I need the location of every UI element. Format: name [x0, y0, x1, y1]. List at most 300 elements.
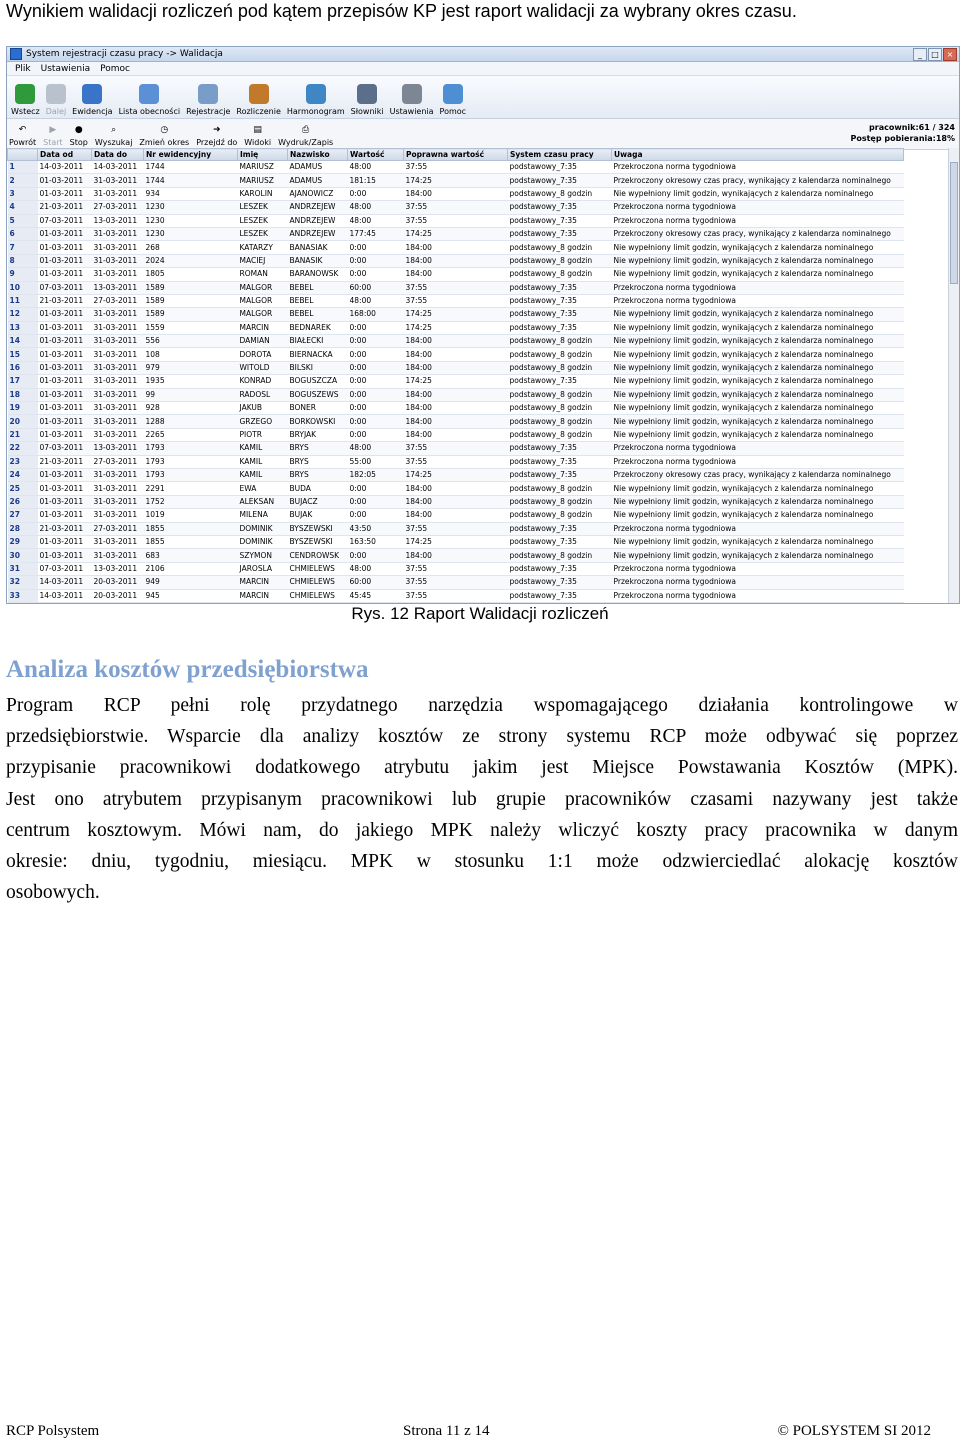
row-number: 29: [8, 535, 38, 548]
row-number: 3: [8, 187, 38, 200]
table-cell: 01-03-2011: [38, 308, 92, 321]
table-cell: MILENA: [238, 509, 288, 522]
secondary-button-label: Zmień okres: [139, 138, 190, 147]
table-row[interactable]: [8, 174, 904, 187]
table-row[interactable]: [8, 187, 904, 200]
table-cell: 1288: [144, 415, 238, 428]
table-row[interactable]: [8, 402, 904, 415]
table-cell: MALGOR: [238, 308, 288, 321]
table-cell: 37:55: [404, 442, 508, 455]
main-toolbar: [7, 76, 959, 119]
secondary-button-views[interactable]: [244, 124, 271, 149]
table-cell: 01-03-2011: [38, 402, 92, 415]
toolbar-button-forward-arrow[interactable]: [46, 84, 66, 118]
column-header[interactable]: [8, 149, 38, 161]
table-cell: MARCIN: [238, 589, 288, 602]
scrollbar-thumb[interactable]: [950, 162, 958, 284]
table-cell: 01-03-2011: [38, 187, 92, 200]
table-cell: podstawowy_8 godzin: [508, 335, 612, 348]
table-cell: 184:00: [404, 348, 508, 361]
paragraph-line: osobowych.: [6, 882, 100, 904]
table-cell: Przekroczona norma tygodniowa: [612, 281, 904, 294]
table-cell: 0:00: [348, 388, 404, 401]
table-cell: 1855: [144, 535, 238, 548]
row-number: 6: [8, 227, 38, 240]
table-cell: 1589: [144, 281, 238, 294]
table-row[interactable]: [8, 308, 904, 321]
table-cell: 37:55: [404, 589, 508, 602]
row-number: 13: [8, 321, 38, 334]
table-row[interactable]: [8, 214, 904, 227]
table-cell: LESZEK: [238, 201, 288, 214]
table-cell: 14-03-2011: [92, 161, 144, 174]
table-cell: 01-03-2011: [38, 361, 92, 374]
table-cell: 37:55: [404, 576, 508, 589]
toolbar-button-label: Pomoc: [439, 107, 467, 116]
validation-window: [6, 46, 960, 604]
table-cell: KONRAD: [238, 375, 288, 388]
table-cell: 31-03-2011: [92, 468, 144, 481]
search-icon: ⌕: [111, 125, 117, 135]
table-row[interactable]: [8, 455, 904, 468]
toolbar-button-settings-tools[interactable]: [390, 84, 434, 118]
table-row[interactable]: [8, 509, 904, 522]
table-cell: BRYS: [288, 442, 348, 455]
table-cell: podstawowy_7:35: [508, 321, 612, 334]
table-cell: Przekroczona norma tygodniowa: [612, 576, 904, 589]
table-cell: Przekroczona norma tygodniowa: [612, 442, 904, 455]
table-row[interactable]: [8, 348, 904, 361]
table-cell: JAROSLA: [238, 562, 288, 575]
table-cell: 0:00: [348, 428, 404, 441]
table-row[interactable]: [8, 294, 904, 307]
table-cell: 31-03-2011: [92, 335, 144, 348]
window-controls: [913, 48, 957, 61]
footer-left: RCP Polsystem: [6, 1423, 100, 1439]
secondary-button-label: Powrót: [9, 138, 37, 147]
table-cell: podstawowy_8 godzin: [508, 549, 612, 562]
forward-arrow-icon: [46, 84, 66, 104]
table-row[interactable]: [8, 522, 904, 535]
table-cell: AJANOWICZ: [288, 187, 348, 200]
table-cell: 0:00: [348, 335, 404, 348]
table-row[interactable]: [8, 495, 904, 508]
table-cell: 31-03-2011: [92, 388, 144, 401]
table-row[interactable]: [8, 428, 904, 441]
table-cell: DOMINIK: [238, 522, 288, 535]
table-cell: 31-03-2011: [92, 348, 144, 361]
row-number: 11: [8, 294, 38, 307]
table-cell: Nie wypełniony limit godzin, wynikających z kalendarza nominalnego: [612, 415, 904, 428]
table-row[interactable]: [8, 562, 904, 575]
table-cell: Przekroczona norma tygodniowa: [612, 214, 904, 227]
minimize-button[interactable]: _: [913, 48, 927, 61]
row-number: 22: [8, 442, 38, 455]
row-number: 21: [8, 428, 38, 441]
table-cell: BYSZEWSKI: [288, 522, 348, 535]
table-cell: 31-03-2011: [92, 254, 144, 267]
table-cell: 1019: [144, 509, 238, 522]
table-cell: Przekroczona norma tygodniowa: [612, 201, 904, 214]
table-cell: 184:00: [404, 187, 508, 200]
toolbar-button-label: Słowniki: [350, 107, 384, 116]
table-cell: MALGOR: [238, 294, 288, 307]
table-cell: BOGUSZCZA: [288, 375, 348, 388]
table-row[interactable]: [8, 254, 904, 267]
table-cell: 60:00: [348, 281, 404, 294]
table-cell: 1744: [144, 174, 238, 187]
table-cell: LESZEK: [238, 227, 288, 240]
table-cell: 184:00: [404, 549, 508, 562]
table-cell: 174:25: [404, 321, 508, 334]
table-cell: 01-03-2011: [38, 495, 92, 508]
table-cell: CHMIELEWS: [288, 589, 348, 602]
print-save-icon: ⎙: [302, 125, 310, 135]
table-cell: 174:25: [404, 468, 508, 481]
table-cell: podstawowy_8 godzin: [508, 388, 612, 401]
table-cell: 1805: [144, 268, 238, 281]
help-icon: [443, 84, 463, 104]
table-row[interactable]: [8, 549, 904, 562]
table-cell: LESZEK: [238, 214, 288, 227]
table-cell: WITOLD: [238, 361, 288, 374]
table-cell: 31-03-2011: [92, 241, 144, 254]
secondary-button-stop[interactable]: [70, 124, 88, 149]
table-cell: Nie wypełniony limit godzin, wynikających z kalendarza nominalnego: [612, 402, 904, 415]
table-cell: 01-03-2011: [38, 549, 92, 562]
table-cell: 13-03-2011: [92, 214, 144, 227]
table-cell: MARIUSZ: [238, 161, 288, 174]
column-header[interactable]: Nazwisko: [288, 149, 348, 161]
toolbar-button-dictionaries[interactable]: [351, 84, 384, 118]
section-paragraph: [6, 690, 958, 908]
table-cell: 60:00: [348, 576, 404, 589]
table-cell: 37:55: [404, 201, 508, 214]
maximize-button[interactable]: □: [928, 48, 942, 61]
table-cell: 0:00: [348, 482, 404, 495]
table-row[interactable]: [8, 415, 904, 428]
paragraph-line: przedsiębiorstwie. Wsparcie dla analizy kosztów ze strony systemu RCP może odbywać się poprzez: [6, 726, 958, 748]
table-cell: 31-03-2011: [92, 549, 144, 562]
start-icon: ▶: [49, 125, 57, 135]
table-cell: 0:00: [348, 348, 404, 361]
table-cell: 48:00: [348, 201, 404, 214]
table-cell: 31-03-2011: [92, 308, 144, 321]
column-header[interactable]: Uwaga: [612, 149, 904, 161]
table-cell: 0:00: [348, 415, 404, 428]
table-row[interactable]: [8, 281, 904, 294]
row-number: 25: [8, 482, 38, 495]
table-cell: 07-03-2011: [38, 214, 92, 227]
table-cell: BEDNAREK: [288, 321, 348, 334]
table-cell: podstawowy_7:35: [508, 174, 612, 187]
close-button[interactable]: ×: [943, 48, 957, 61]
footer-copyright: © POLSYSTEM SI 2012: [777, 1423, 931, 1439]
row-number: 32: [8, 576, 38, 589]
table-cell: podstawowy_8 godzin: [508, 348, 612, 361]
table-cell: Przekroczona norma tygodniowa: [612, 161, 904, 174]
table-cell: 07-03-2011: [38, 281, 92, 294]
column-header[interactable]: Data do: [92, 149, 144, 161]
secondary-button-print-save[interactable]: [278, 124, 333, 149]
table-cell: BEBEL: [288, 281, 348, 294]
column-header[interactable]: Nr ewidencyjny: [144, 149, 238, 161]
row-number: 23: [8, 455, 38, 468]
table-row[interactable]: [8, 589, 904, 602]
table-cell: 31-03-2011: [92, 482, 144, 495]
table-cell: 163:50: [348, 535, 404, 548]
row-number: 9: [8, 268, 38, 281]
table-cell: 13-03-2011: [92, 442, 144, 455]
toolbar-button-label: Ustawienia: [389, 107, 434, 116]
table-cell: 1793: [144, 468, 238, 481]
table-cell: 31-03-2011: [92, 361, 144, 374]
toolbar-button-settlement[interactable]: [236, 84, 280, 118]
toolbar-button-schedule[interactable]: [287, 84, 345, 118]
table-cell: 27-03-2011: [92, 455, 144, 468]
table-cell: 174:25: [404, 174, 508, 187]
row-number: 8: [8, 254, 38, 267]
table-row[interactable]: [8, 482, 904, 495]
table-cell: SZYMON: [238, 549, 288, 562]
table-cell: 31-03-2011: [92, 509, 144, 522]
table-cell: Nie wypełniony limit godzin, wynikających z kalendarza nominalnego: [612, 308, 904, 321]
table-cell: 1855: [144, 522, 238, 535]
table-cell: 0:00: [348, 361, 404, 374]
table-row[interactable]: [8, 201, 904, 214]
column-header[interactable]: System czasu pracy: [508, 149, 612, 161]
table-cell: 184:00: [404, 402, 508, 415]
secondary-button-go-to[interactable]: [196, 124, 237, 149]
status-panel: [850, 122, 955, 144]
secondary-button-change-period[interactable]: [139, 124, 189, 149]
table-cell: Przekroczony okresowy czas pracy, wynikający z kalendarza nominalnego: [612, 468, 904, 481]
table-cell: 43:50: [348, 522, 404, 535]
table-cell: 21-03-2011: [38, 522, 92, 535]
table-cell: 48:00: [348, 214, 404, 227]
table-cell: Przekroczona norma tygodniowa: [612, 522, 904, 535]
vertical-scrollbar[interactable]: [948, 148, 959, 603]
table-cell: 31-03-2011: [92, 415, 144, 428]
table-cell: podstawowy_8 godzin: [508, 415, 612, 428]
toolbar-button-label: Harmonogram: [286, 107, 345, 116]
table-cell: 1744: [144, 161, 238, 174]
table-cell: ADAMUS: [288, 174, 348, 187]
table-cell: 14-03-2011: [38, 161, 92, 174]
table-cell: BEBEL: [288, 308, 348, 321]
table-cell: DOROTA: [238, 348, 288, 361]
toolbar-button-label: Rozliczenie: [236, 107, 281, 116]
table-cell: 0:00: [348, 495, 404, 508]
table-cell: podstawowy_7:35: [508, 161, 612, 174]
table-cell: 0:00: [348, 268, 404, 281]
table-body: [8, 161, 904, 603]
table-cell: BUJAK: [288, 509, 348, 522]
table-cell: 174:25: [404, 535, 508, 548]
row-number: 1: [8, 161, 38, 174]
table-cell: Nie wypełniony limit godzin, wynikających z kalendarza nominalnego: [612, 335, 904, 348]
table-cell: 174:25: [404, 308, 508, 321]
table-cell: BANASIK: [288, 254, 348, 267]
table-cell: podstawowy_7:35: [508, 455, 612, 468]
table-cell: Nie wypełniony limit godzin, wynikających z kalendarza nominalnego: [612, 348, 904, 361]
menu-item-plik[interactable]: Plik: [15, 63, 31, 74]
table-cell: 1793: [144, 442, 238, 455]
toolbar-button-label: Rejestracje: [186, 107, 231, 116]
row-number: 15: [8, 348, 38, 361]
table-cell: 31-03-2011: [92, 321, 144, 334]
table-cell: KATARZY: [238, 241, 288, 254]
table-cell: 13-03-2011: [92, 562, 144, 575]
table-row[interactable]: [8, 227, 904, 240]
table-cell: 55:00: [348, 455, 404, 468]
window-titlebar: [7, 47, 959, 62]
toolbar-button-registrations[interactable]: [186, 84, 230, 118]
table-cell: Nie wypełniony limit godzin, wynikających z kalendarza nominalnego: [612, 254, 904, 267]
table-cell: BRYS: [288, 468, 348, 481]
table-cell: CENDROWSK: [288, 549, 348, 562]
toolbar-button-help[interactable]: [440, 84, 467, 118]
table-cell: 0:00: [348, 549, 404, 562]
table-cell: 1230: [144, 201, 238, 214]
table-cell: 31-03-2011: [92, 187, 144, 200]
table-cell: 31-03-2011: [92, 428, 144, 441]
table-cell: podstawowy_7:35: [508, 281, 612, 294]
table-cell: podstawowy_8 godzin: [508, 428, 612, 441]
table-cell: 949: [144, 576, 238, 589]
row-number: 24: [8, 468, 38, 481]
table-cell: DAMIAN: [238, 335, 288, 348]
table-row[interactable]: [8, 576, 904, 589]
table-cell: Nie wypełniony limit godzin, wynikających z kalendarza nominalnego: [612, 535, 904, 548]
table-cell: 01-03-2011: [38, 428, 92, 441]
column-header[interactable]: Wartość: [348, 149, 404, 161]
toolbar-button-back-arrow[interactable]: [11, 84, 40, 118]
secondary-toolbar-buttons: [9, 124, 340, 149]
change-period-icon: ◷: [160, 125, 169, 135]
table-cell: CHMIELEWS: [288, 576, 348, 589]
schedule-icon: [306, 84, 326, 104]
table-cell: 01-03-2011: [38, 268, 92, 281]
table-row[interactable]: [8, 468, 904, 481]
table-cell: 20-03-2011: [92, 589, 144, 602]
menu-item-ustawienia[interactable]: Ustawienia: [40, 63, 91, 74]
row-number: 28: [8, 522, 38, 535]
table-cell: 184:00: [404, 495, 508, 508]
menu-item-pomoc[interactable]: Pomoc: [100, 63, 130, 74]
column-header[interactable]: Data od: [38, 149, 92, 161]
table-cell: KAMIL: [238, 455, 288, 468]
table-cell: 13-03-2011: [92, 281, 144, 294]
table-cell: ANDRZEJEW: [288, 201, 348, 214]
table-cell: 184:00: [404, 361, 508, 374]
table-cell: 31-03-2011: [92, 268, 144, 281]
table-row[interactable]: [8, 161, 904, 174]
table-cell: ROMAN: [238, 268, 288, 281]
table-cell: 1935: [144, 375, 238, 388]
table-cell: ANDRZEJEW: [288, 214, 348, 227]
table-cell: podstawowy_7:35: [508, 535, 612, 548]
table-cell: Nie wypełniony limit godzin, wynikających z kalendarza nominalnego: [612, 509, 904, 522]
table-cell: 21-03-2011: [38, 455, 92, 468]
table-cell: 01-03-2011: [38, 415, 92, 428]
row-number: 5: [8, 214, 38, 227]
paragraph-line: przypisanie pracownikowi dodatkowego atrybutu jakim jest Miejsce Powstawania Kosztów (MPK).: [6, 757, 958, 779]
table-row[interactable]: [8, 241, 904, 254]
toolbar-button-attendance-list[interactable]: [119, 84, 180, 118]
table-cell: 37:55: [404, 281, 508, 294]
table-cell: MARCIN: [238, 576, 288, 589]
table-cell: 2106: [144, 562, 238, 575]
table-row[interactable]: [8, 361, 904, 374]
table-cell: 31-03-2011: [92, 227, 144, 240]
toolbar-button-label: Lista obecności: [118, 107, 181, 116]
go-to-icon: ➜: [212, 125, 221, 135]
table-row[interactable]: [8, 388, 904, 401]
secondary-button-start[interactable]: [43, 124, 63, 149]
table-cell: 1559: [144, 321, 238, 334]
table-cell: Przekroczony okresowy czas pracy, wynikający z kalendarza nominalnego: [612, 174, 904, 187]
secondary-button-return[interactable]: [9, 124, 36, 149]
table-cell: 01-03-2011: [38, 468, 92, 481]
stop-icon: ●: [74, 125, 83, 135]
table-cell: 108: [144, 348, 238, 361]
table-cell: Nie wypełniony limit godzin, wynikających z kalendarza nominalnego: [612, 495, 904, 508]
table-cell: 184:00: [404, 415, 508, 428]
table-cell: podstawowy_8 godzin: [508, 482, 612, 495]
table-cell: 184:00: [404, 482, 508, 495]
table-row[interactable]: [8, 375, 904, 388]
table-cell: podstawowy_7:35: [508, 375, 612, 388]
table-cell: 14-03-2011: [38, 589, 92, 602]
table-cell: 928: [144, 402, 238, 415]
table-cell: 48:00: [348, 294, 404, 307]
table-cell: ALEKSAN: [238, 495, 288, 508]
table-cell: Nie wypełniony limit godzin, wynikających z kalendarza nominalnego: [612, 375, 904, 388]
table-cell: podstawowy_7:35: [508, 294, 612, 307]
table-row[interactable]: [8, 268, 904, 281]
table-cell: 934: [144, 187, 238, 200]
employee-counter: pracownik:61 / 324: [869, 123, 955, 132]
secondary-button-label: Stop: [69, 138, 88, 147]
table-cell: Przekroczona norma tygodniowa: [612, 589, 904, 602]
table-cell: 0:00: [348, 254, 404, 267]
table-cell: 0:00: [348, 241, 404, 254]
table-cell: podstawowy_7:35: [508, 562, 612, 575]
table-cell: podstawowy_8 godzin: [508, 254, 612, 267]
column-header[interactable]: Poprawna wartość: [404, 149, 508, 161]
table-row[interactable]: [8, 442, 904, 455]
table-cell: podstawowy_7:35: [508, 227, 612, 240]
toolbar-button-register[interactable]: [72, 84, 112, 118]
column-header[interactable]: Imię: [238, 149, 288, 161]
table-cell: BIAŁECKI: [288, 335, 348, 348]
table-row[interactable]: [8, 321, 904, 334]
table-cell: 21-03-2011: [38, 201, 92, 214]
table-cell: podstawowy_7:35: [508, 308, 612, 321]
table-row[interactable]: [8, 535, 904, 548]
table-cell: Nie wypełniony limit godzin, wynikających z kalendarza nominalnego: [612, 321, 904, 334]
table-cell: 0:00: [348, 509, 404, 522]
secondary-button-label: Wyszukaj: [94, 138, 133, 147]
table-row[interactable]: [8, 335, 904, 348]
table-cell: BUDA: [288, 482, 348, 495]
row-number: 2: [8, 174, 38, 187]
table-cell: 2265: [144, 428, 238, 441]
table-cell: Nie wypełniony limit godzin, wynikających z kalendarza nominalnego: [612, 549, 904, 562]
secondary-button-search[interactable]: [95, 124, 133, 149]
table-cell: 27-03-2011: [92, 522, 144, 535]
